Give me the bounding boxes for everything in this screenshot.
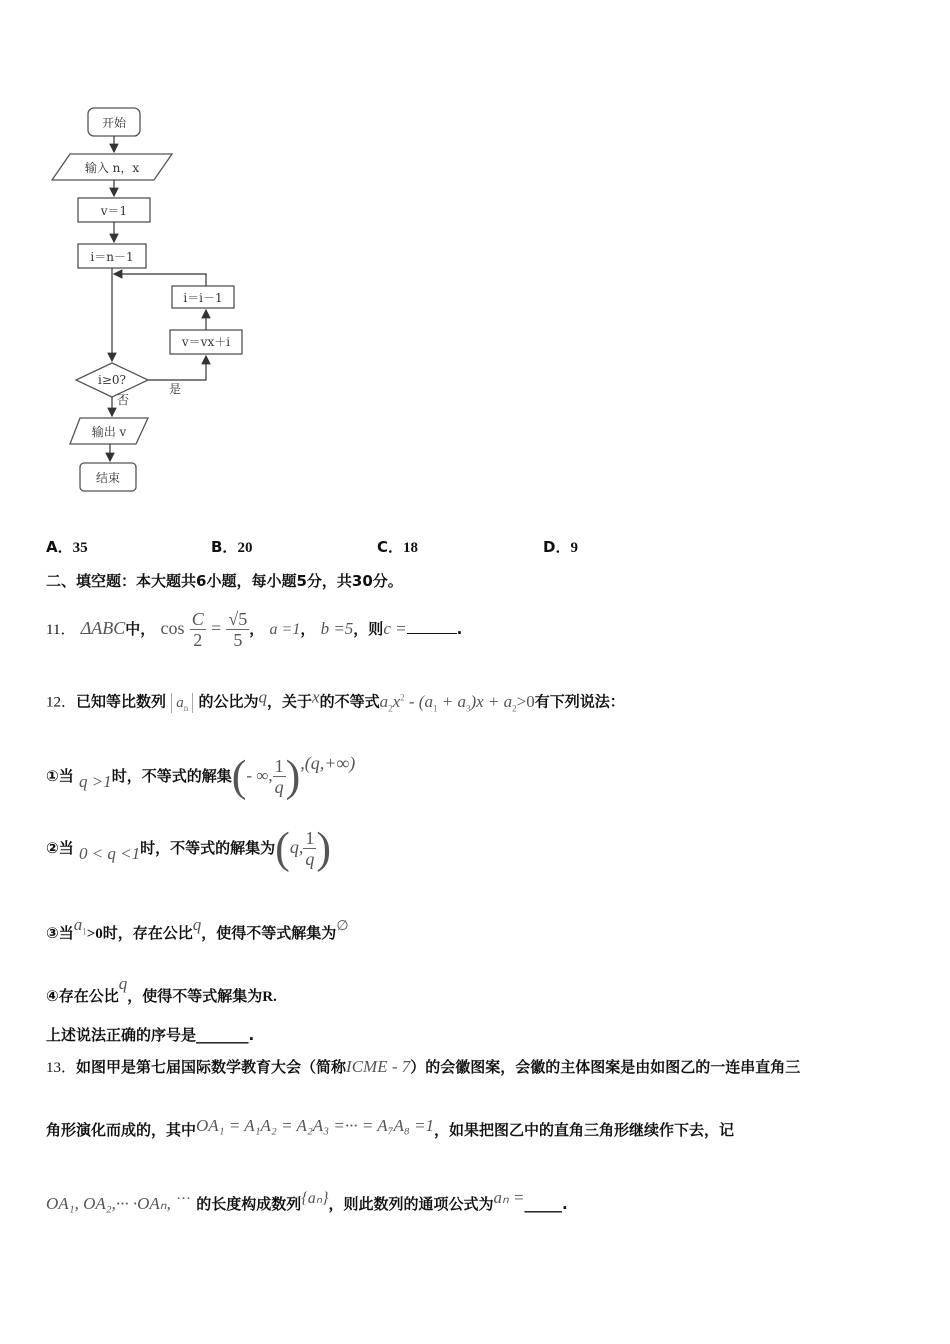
question-12-stem (46, 682, 625, 723)
q12-x: x (312, 687, 320, 707)
flow-decrement-text: i＝i－1 (183, 291, 223, 305)
q13-seq-formula: OA₁, OA₂,··· ·OAₙ, (46, 1194, 171, 1213)
q12-ineq-plus: + a (437, 691, 466, 711)
q12-statement-3 (46, 905, 349, 954)
flow-condition-text: i≥0? (98, 373, 126, 387)
q12-s3-empty-set: ∅ (336, 919, 349, 934)
q12-sequence (171, 693, 193, 713)
q13-line2b: ，如果把图乙中的直角三角形继续作下去，记 (434, 1121, 735, 1139)
q11-comma2: ， (300, 620, 316, 638)
q13-line1a: 如图甲是第七届国际数学教育大会（简称 (76, 1058, 347, 1076)
option-a (46, 536, 88, 557)
q12-answer-blank[interactable]: _______ (196, 1026, 249, 1044)
q12-s4-text: 存在公比 (58, 987, 119, 1005)
q13-answer-blank[interactable]: _____ (524, 1195, 562, 1213)
q12-seq-sub: n (183, 702, 189, 713)
question-13-line2 (46, 1106, 734, 1150)
option-a-letter: A． (46, 538, 73, 556)
q13-line3a: 的长度构成数列 (196, 1195, 302, 1213)
q12-s2-condition: 0 < q <1 (78, 844, 141, 863)
q12-s3-gt: >0 (86, 926, 103, 942)
q12-s3-text: 时，存在公比 (102, 924, 193, 942)
q11-frac2-num: √5 (228, 609, 248, 629)
q12-q: q (258, 687, 268, 707)
q12-conclusion-end: . (248, 1026, 255, 1044)
q12-s3-a-sub: 1 (82, 926, 87, 937)
option-a-value: 35 (72, 540, 88, 556)
q12-s1-mark: ① (46, 767, 59, 785)
option-b-letter: B． (211, 538, 238, 556)
q11-equals: = (210, 618, 222, 638)
q12-s1-neg-inf: - ∞, (246, 766, 273, 785)
q12-ineq-x: x (392, 691, 401, 711)
flow-yes-text: 是 (168, 382, 182, 396)
q13-number: 13． (46, 1060, 77, 1076)
question-11 (46, 598, 462, 660)
q12-s2-text: 时，不等式的解集为 (140, 839, 276, 857)
q11-comma1: ， (249, 620, 265, 638)
q13-end: . (562, 1195, 568, 1213)
q11-triangle: ΔABC (80, 618, 126, 638)
q12-s1-open-paren: ( (231, 751, 247, 801)
option-c-value: 18 (403, 540, 419, 556)
q12-seq-a: a (176, 694, 184, 711)
q12-ineq-x-sup: 2 (400, 692, 405, 702)
q12-s1-frac-num: 1 (274, 756, 284, 776)
q12-s2-frac-num: 1 (305, 828, 315, 848)
q11-frac1-num: C (191, 609, 204, 629)
q12-s4-mark: ④ (46, 987, 59, 1005)
flow-output-text: 输出 v (91, 425, 127, 439)
q11-fraction-c-2 (190, 609, 206, 650)
flow-no-text: 否 (116, 393, 130, 407)
q12-ineq-mid: - (a (404, 691, 433, 711)
q12-s4-q: q (118, 974, 128, 993)
q12-ineq-rest: )x + a (470, 691, 513, 711)
option-d-value: 9 (570, 540, 578, 556)
q12-s1-rest: ,(q,+∞) (300, 753, 356, 773)
flow-i-init-text: i＝n－1 (90, 250, 134, 264)
q11-cos: cos (160, 618, 185, 638)
q12-text5: 有下列说法： (534, 692, 625, 711)
flowchart (40, 100, 260, 500)
question-13-line3 (46, 1178, 568, 1224)
q13-line1b: ）的会徽图案，会徽的主体图案是由如图乙的一连串直角三 (410, 1058, 801, 1076)
q12-conclusion-text: 上述说法正确的序号是 (46, 1026, 197, 1044)
option-b (211, 536, 252, 557)
q11-frac2-den: 5 (233, 630, 243, 650)
flow-end-text: 结束 (95, 471, 121, 485)
q12-s2-q: q, (289, 837, 304, 857)
q12-conclusion (46, 1024, 254, 1045)
q11-c-eq: c = (383, 619, 407, 638)
q12-ineq-a2: a (379, 691, 389, 711)
q11-answer-blank[interactable] (407, 619, 457, 634)
q12-ineq-a3-sub: 3 (465, 703, 471, 714)
flow-input-text: 输入 n，x (84, 161, 140, 175)
q11-fraction-sqrt5-5 (226, 609, 249, 650)
option-b-value: 20 (237, 540, 253, 556)
q12-text4: 的不等式 (319, 692, 380, 711)
q12-s1-text: 时，不等式的解集 (111, 767, 232, 785)
q13-an-eq: aₙ = (493, 1188, 525, 1207)
q12-s1-fraction (273, 756, 286, 797)
q13-dots: ··· (176, 1191, 192, 1207)
q13-seq-an: {aₙ} (301, 1190, 329, 1207)
option-d (543, 536, 578, 557)
q12-s3-a1 (73, 915, 87, 937)
q13-line2a: 角形演化而成的，其中 (46, 1121, 197, 1139)
flow-update-text: v＝vx＋i (181, 335, 231, 349)
question-13-line1 (46, 1056, 800, 1077)
q11-ze: ，则 (353, 620, 384, 638)
option-c (377, 536, 418, 557)
q13-formula: OA₁ = A₁A₂ = A₂A₃ =··· = A₇A₈ =1 (196, 1116, 435, 1135)
q11-end: . (456, 620, 463, 638)
option-d-letter: D． (543, 538, 571, 556)
q11-number: 11． (46, 622, 76, 638)
option-c-letter: C． (377, 538, 404, 556)
q11-b-value: b =5 (320, 619, 354, 638)
q12-number: 12． (46, 694, 77, 711)
q12-s2-frac-den: q (305, 849, 315, 869)
q11-frac1-den: 2 (193, 630, 203, 650)
q12-s3-mark: ③ (46, 924, 59, 942)
q12-s2-mark: ② (46, 839, 59, 857)
q12-text1: 已知等比数列 (76, 692, 167, 711)
q12-s4-r: R. (262, 989, 277, 1005)
q12-s1-frac-den: q (274, 777, 284, 797)
section2-heading: 二、填空题：本大题共6小题，每小题5分，共30分。 (46, 572, 403, 590)
q13-icme: ICME - 7 (346, 1057, 411, 1076)
q12-ineq-last-sub: 2 (512, 703, 517, 714)
q12-s1-condition: q >1 (78, 772, 112, 791)
q13-line3b: ，则此数列的通项公式为 (328, 1195, 494, 1213)
q12-statement-4 (46, 964, 277, 1017)
q12-s3-a: a (73, 915, 83, 934)
q12-ineq-a2-sub: 2 (388, 703, 393, 714)
q12-s1-when: 当 (58, 767, 74, 785)
flow-start-text: 开始 (101, 116, 127, 130)
q12-s4-text2: ，使得不等式解集为 (127, 987, 263, 1005)
q12-text2: 的公比为 (198, 692, 259, 711)
q12-ineq-a1-sub: 1 (432, 703, 438, 714)
q11-a-value: a =1 (269, 621, 301, 638)
q12-statement-2 (46, 822, 331, 879)
q12-s2-fraction (303, 828, 316, 869)
q12-s3-text2: ，使得不等式解集为 (201, 924, 337, 942)
q12-inequality (379, 691, 535, 714)
q12-statement-1 (46, 738, 355, 807)
q12-s2-open-paren: ( (275, 823, 290, 873)
q12-s1-close-paren: ) (285, 751, 301, 801)
q12-s2-when: 当 (58, 839, 74, 857)
q12-text3: ，关于 (267, 692, 313, 711)
q12-s3-q: q (192, 915, 202, 934)
q12-ineq-gt: >0 (516, 691, 535, 711)
q12-s2-close-paren: ) (316, 823, 331, 873)
q11-zhong: 中， (125, 620, 156, 638)
flow-v-init-text: v＝1 (100, 204, 128, 218)
q12-s3-when: 当 (58, 924, 74, 942)
